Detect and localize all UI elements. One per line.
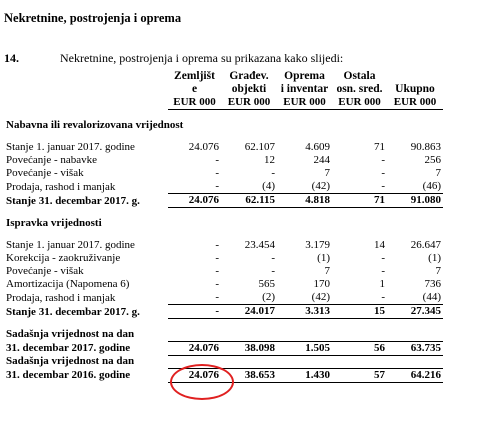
row-label: Korekcija - zaokruživanje — [6, 252, 121, 264]
cell: - — [271, 265, 275, 277]
cell: 3.313 — [277, 305, 332, 319]
cell: 71 — [374, 141, 385, 153]
cell: 170 — [313, 278, 330, 290]
depr-caption: Ispravka vrijednosti — [6, 217, 102, 229]
cell: (46) — [422, 180, 441, 192]
unit-label: EUR 000 — [277, 96, 332, 110]
cell: - — [215, 265, 219, 277]
cell: (42) — [311, 180, 330, 192]
cell: 1.505 — [277, 341, 332, 355]
net-2017-date-label: 31. decembar 2017. godine — [6, 342, 131, 354]
header-buildings: Građev. objekti — [229, 70, 269, 95]
cost-total-row — [4, 194, 443, 208]
cell: - — [168, 305, 221, 319]
header-row — [4, 70, 443, 96]
cell: - — [215, 252, 219, 264]
table-row — [4, 291, 443, 305]
cell: 4.609 — [305, 141, 330, 153]
cell: 71 — [332, 194, 387, 208]
unit-label: EUR 000 — [221, 96, 277, 110]
cell: - — [215, 180, 219, 192]
table-row — [4, 141, 443, 154]
row-label: Povećanje - višak — [6, 265, 84, 277]
cell: 244 — [313, 154, 330, 166]
cell: - — [215, 291, 219, 303]
cell: 7 — [324, 167, 330, 179]
cell: 23.454 — [244, 239, 275, 251]
depr-total-row — [4, 305, 443, 319]
cell: - — [381, 154, 385, 166]
note-intro-text: Nekretnine, postrojenja i oprema su prikazana kako slijedi: — [60, 51, 344, 65]
cell: - — [381, 291, 385, 303]
cell: (1) — [428, 252, 441, 264]
cell: (44) — [422, 291, 441, 303]
row-label: Povećanje - višak — [6, 167, 84, 179]
row-label: Stanje 1. januar 2017. godine — [6, 141, 135, 153]
row-label: Stanje 1. januar 2017. godine — [6, 239, 135, 251]
cost-caption-row — [4, 119, 443, 132]
cell: 1.430 — [277, 368, 332, 382]
cell: 62.107 — [244, 141, 275, 153]
cell: - — [215, 167, 219, 179]
cell: - — [381, 167, 385, 179]
cell: (42) — [311, 291, 330, 303]
unit-label: EUR 000 — [387, 96, 443, 110]
cell: - — [215, 239, 219, 251]
section-title: Nekretnine, postrojenja i oprema — [4, 11, 182, 25]
net-2016-date-label: 31. decembar 2016. godine — [6, 369, 131, 381]
table-row — [4, 278, 443, 291]
cell: 7 — [324, 265, 330, 277]
cell: (2) — [262, 291, 275, 303]
cell: 7 — [435, 265, 441, 277]
cell: 24.017 — [221, 305, 277, 319]
cell: 90.863 — [410, 141, 441, 153]
row-label: Prodaja, rashod i manjak — [6, 291, 116, 304]
unit-label: EUR 000 — [332, 96, 387, 110]
unit-row — [4, 96, 443, 110]
header-land: Zemljišt e — [174, 70, 215, 95]
cell: - — [215, 154, 219, 166]
depr-caption-row — [4, 217, 443, 230]
cell: - — [381, 252, 385, 264]
net-2016-label: Sadašnja vrijednost na dan — [6, 355, 135, 367]
row-label: Povećanje - nabavke — [6, 154, 98, 166]
cell: 24.076 — [168, 194, 221, 208]
cell: - — [381, 265, 385, 277]
cell: (4) — [262, 180, 275, 192]
net-2017-label-row — [4, 328, 443, 341]
cell: (1) — [317, 252, 330, 264]
table-row — [4, 252, 443, 265]
cell: 62.115 — [221, 194, 277, 208]
cost-caption: Nabavna ili revalorizovana vrijednost — [6, 119, 184, 131]
cell: 56 — [332, 341, 387, 355]
row-label: Stanje 31. decembar 2017. g. — [6, 194, 140, 207]
cell: - — [381, 180, 385, 192]
cell: 91.080 — [387, 194, 443, 208]
table-row — [4, 180, 443, 194]
ppe-table — [4, 70, 443, 383]
row-label: Stanje 31. decembar 2017. g. — [6, 305, 140, 318]
cell: 38.653 — [221, 368, 277, 382]
cell: 1 — [379, 278, 385, 290]
table-row — [4, 265, 443, 278]
note-number: 14. — [4, 51, 19, 65]
cell: 565 — [258, 278, 275, 290]
header-other-assets: Ostala osn. sred. — [336, 70, 383, 95]
header-empty — [4, 70, 168, 96]
cell: 256 — [424, 154, 441, 166]
cell: 15 — [332, 305, 387, 319]
table-row — [4, 167, 443, 180]
net-2017-label: Sadašnja vrijednost na dan — [6, 328, 135, 340]
cell: - — [271, 252, 275, 264]
cell-highlighted: 24.076 — [168, 341, 221, 355]
cell: 14 — [374, 239, 385, 251]
cell: 38.098 — [221, 341, 277, 355]
row-label: Prodaja, rashod i manjak — [6, 180, 116, 193]
row-label: Amortizacija (Napomena 6) — [6, 278, 130, 290]
cell: 57 — [332, 368, 387, 382]
header-equipment: Oprema i inventar — [280, 70, 329, 95]
cell: - — [215, 278, 219, 290]
table-row — [4, 239, 443, 252]
header-total: Ukupno — [395, 83, 435, 95]
cell: 64.216 — [387, 368, 443, 382]
table-row — [4, 154, 443, 167]
cell: 4.818 — [277, 194, 332, 208]
cell: 26.647 — [410, 239, 441, 251]
cell: 24.076 — [188, 141, 219, 153]
cell: - — [271, 167, 275, 179]
cell: 24.076 — [168, 368, 221, 382]
cell: 736 — [424, 278, 441, 290]
cell: 63.735 — [387, 341, 443, 355]
cell: 12 — [264, 154, 275, 166]
cell: 27.345 — [387, 305, 443, 319]
cell: 3.179 — [305, 239, 330, 251]
net-2016-label-row — [4, 355, 443, 368]
net-2017-row — [4, 341, 443, 355]
cell: 7 — [435, 167, 441, 179]
unit-label: EUR 000 — [168, 96, 221, 110]
highlight-circle — [170, 364, 234, 400]
